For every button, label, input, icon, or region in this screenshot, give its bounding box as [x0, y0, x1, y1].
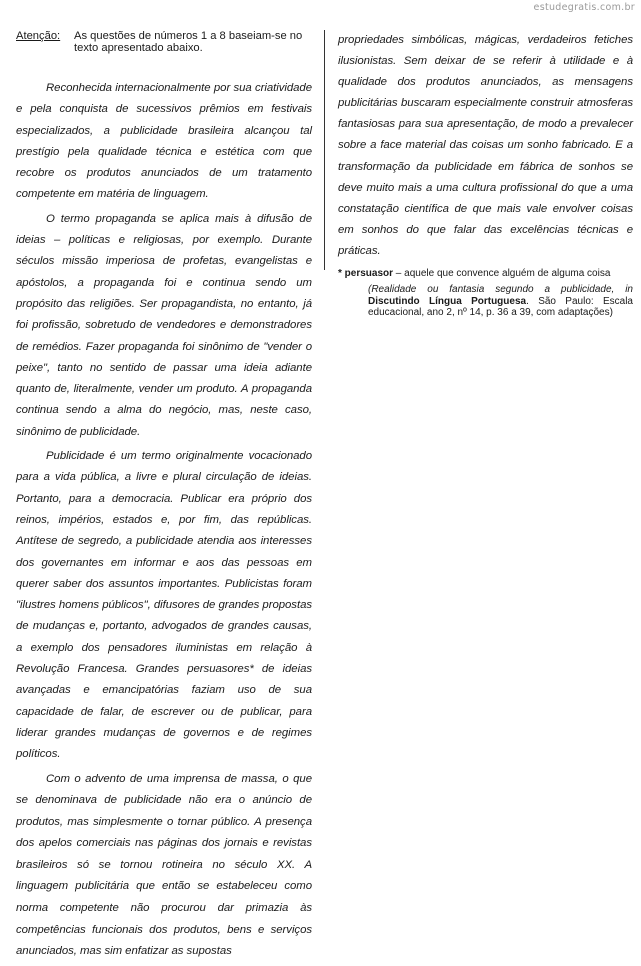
- site-watermark: estudegratis.com.br: [533, 2, 635, 13]
- source-suffix: . São Paulo: Escala educacional, ano 2, nº 14, p. 36 a 39, com adaptações): [368, 295, 633, 319]
- left-column: [16, 30, 312, 966]
- source-citation: [368, 284, 633, 319]
- paragraph-3: Publicidade é um termo originalmente vocacionado para a vida pública, a livre e plural circulação de ideias. Portanto, para a democracia. Publicar era próprio dos reinos, impérios, estados e, por fim, das repúblicas. Antítese de segredo, a publicidade atendia aos interesses dos governantes em informar e aos das pessoas em querer saber dos assuntos importantes. Publicistas foram "ilustres homens públicos", difusores de grandes propostas de mudanças e, portanto, advogados de grandes causas, a exemplo dos pensadores iluministas em relação à Revolução Francesa. Grandes persuasores* de ideias avançadas e emancipatórias faziam uso de sua capacidade de falar, de escrever ou de publicar, para liderar grandes mudanças de governos e de regimes políticos.: [16, 450, 312, 761]
- footnote-definition: – aquele que convence alguém de alguma coisa: [393, 268, 611, 280]
- footnote-term: * persuasor: [338, 268, 394, 280]
- paragraph-2: O termo propaganda se aplica mais à difusão de ideias – políticas e religiosas, por exemplo. Durante séculos missão imperiosa de profetas, evangelistas e apóstolos, a propaganda foi e continua sendo um propósito das religiões. Ser propagandista, no entanto, já foi profissão, sobretudo de vendedores e demonstradores de remédios. Fazer propaganda foi sinônimo de "vender o peixe", tanto no sentido de passar uma ideia adiante quanto de, literalmente, vender um produto. A propaganda continua sendo a alma do negócio, mas, neste caso, sinônimo de publicidade.: [16, 212, 312, 438]
- attention-note: [16, 30, 312, 54]
- column-divider: [324, 30, 325, 270]
- paragraph-1: Reconhecida internacionalmente por sua criatividade e pela conquista de sucessivos prêmios em festivais especializados, a publicidade brasileira alcançou tal prestígio pela qualidade técnica e estética com que recobre os produtos anunciados de um tratamento competente em matéria de linguagem.: [16, 82, 312, 201]
- paragraph-4: Com o advento de uma imprensa de massa, o que se denominava de publicidade não era o anúncio de produtos, mas simplesmente o tornar público. A presença dos apelos comerciais nas páginas dos jornais e revistas brasileiros só se tornou rotineira no século XX. A linguagem publicitária que então se estabeleceu como norma competente não procurou dar primazia às competências funcionais dos produtos, bens e serviços anunciados, mas sim enfatizar as supostas: [16, 772, 312, 958]
- source-prefix: (Realidade ou fantasia segundo a publicidade, in: [368, 284, 633, 296]
- source-book: Discutindo Língua Portuguesa: [368, 295, 527, 307]
- paragraph-5: propriedades simbólicas, mágicas, verdadeiros fetiches ilusionistas. Sem deixar de se referir à utilidade e à qualidade dos produtos anunciados, as mensagens publicitárias buscaram especialmente construir atmosferas fantasiosas para sua apresentação, de modo a prevalecer sobre a face material das coisas um sonho fabricado. E a transformação da publicidade em fábrica de sonhos se deve muito mais a uma cultura profissional do que a uma constatação científica de que mais vale envolver coisas em sonhos do que falar das excelências técnicas e práticas.: [338, 34, 633, 257]
- attention-label: Atenção:: [16, 30, 61, 42]
- attention-text: As questões de números 1 a 8 baseiam-se no texto apresentado abaixo.: [74, 30, 303, 54]
- right-column: [338, 30, 633, 319]
- footnote: [338, 268, 633, 280]
